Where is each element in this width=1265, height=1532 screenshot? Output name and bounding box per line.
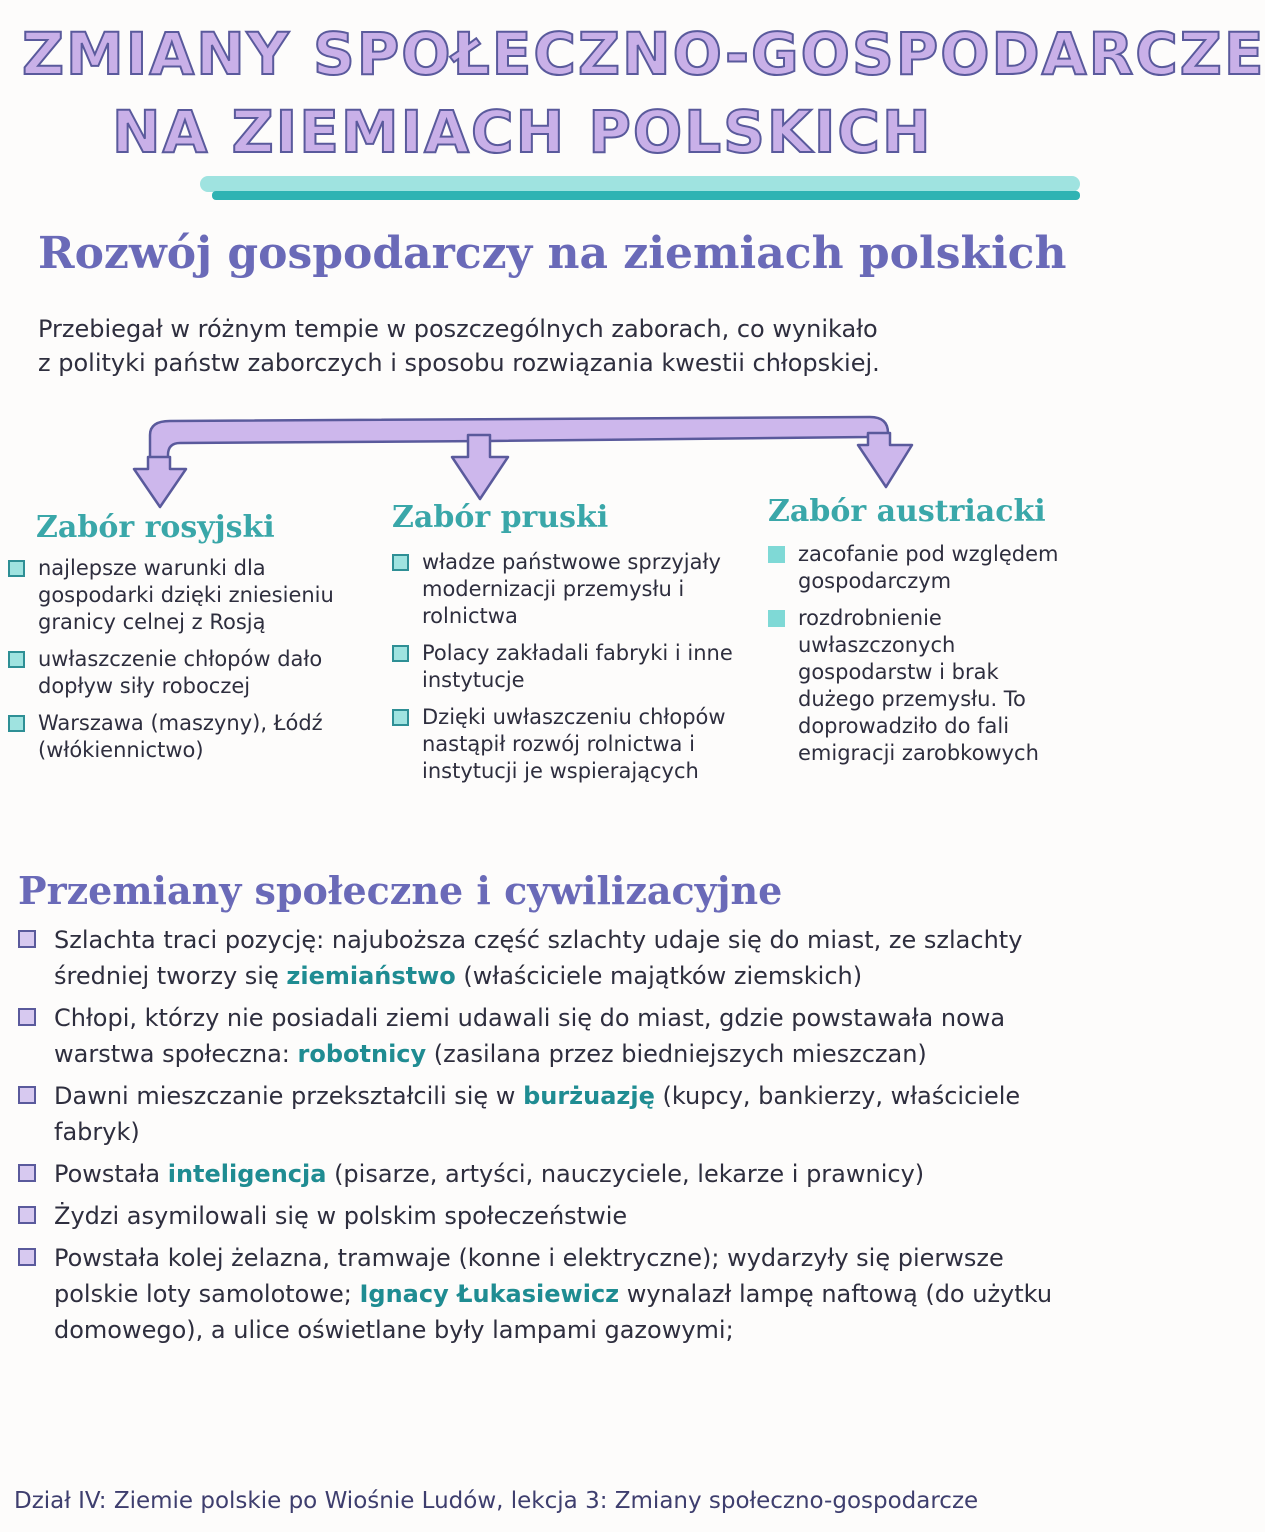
- checkbox-icon: [18, 1164, 36, 1182]
- list-item: rozdrobnienie uwłaszczonych gospodarstw i brak dużego przemysłu. To doprowadziło do fali emigracji zarobkowych: [768, 605, 1074, 767]
- list-item: Żydzi asymilowali się w polskim społeczeństwie: [18, 1198, 1068, 1234]
- checkbox-icon: [768, 546, 785, 563]
- arrow-right-head: [858, 433, 912, 487]
- social-heading: Przemiany społeczne i cywilizacyjne: [18, 868, 783, 913]
- checkbox-icon: [8, 715, 25, 732]
- term-highlight: Ignacy Łukasiewicz: [359, 1280, 620, 1308]
- checkbox-icon: [18, 930, 36, 948]
- page-title-line-2: NA ZIEMIACH POLSKICH: [112, 98, 933, 166]
- term-highlight: burżuazję: [523, 1082, 655, 1110]
- list-item: najlepsze warunki dla gospodarki dzięki zniesieniu granicy celnej z Rosją: [8, 555, 358, 636]
- arrow-left-head: [134, 457, 186, 507]
- list-item: Powstała inteligencja (pisarze, artyści, nauczyciele, lekarze i prawnicy): [18, 1156, 1068, 1192]
- title-underline-light: [200, 176, 1080, 192]
- list-item: zacofanie pod względem gospodarczym: [768, 541, 1074, 595]
- list-item: Dawni mieszczanie przekształcili się w burżuazję (kupcy, bankierzy, właściciele fabryk): [18, 1078, 1068, 1150]
- checkbox-icon: [768, 610, 785, 627]
- arrow-connector: [150, 417, 888, 461]
- social-list: [18, 922, 1068, 1354]
- intro-line-2: z polityki państw zaborczych i sposobu rozwiązania kwestii chłopskiej.: [38, 349, 880, 377]
- checkbox-icon: [18, 1248, 36, 1266]
- term-highlight: ziemiaństwo: [286, 962, 456, 990]
- list-item: uwłaszczenie chłopów dało dopływ siły roboczej: [8, 646, 358, 700]
- term-highlight: inteligencja: [167, 1160, 327, 1188]
- checkbox-icon: [8, 560, 25, 577]
- development-heading: Rozwój gospodarczy na ziemiach polskich: [38, 228, 1067, 279]
- partition-austrian-heading: Zabór austriacki: [768, 494, 1046, 529]
- list-item: Warszawa (maszyny), Łódź (włókiennictwo): [8, 710, 358, 764]
- checkbox-icon: [18, 1086, 36, 1104]
- checkbox-icon: [8, 651, 25, 668]
- term-highlight: robotnicy: [297, 1040, 427, 1068]
- intro-line-1: Przebiegał w różnym tempie w poszczególnych zaborach, co wynikało: [38, 315, 878, 343]
- checkbox-icon: [18, 1206, 36, 1224]
- arrow-middle-head: [452, 435, 508, 499]
- list-item: Dzięki uwłaszczeniu chłopów nastąpił rozwój rolnictwa i instytucji je wspierających: [392, 704, 752, 785]
- footer-caption: Dział IV: Ziemie polskie po Wiośnie Ludów, lekcja 3: Zmiany społeczno-gospodarcze: [14, 1488, 979, 1514]
- checkbox-icon: [392, 709, 409, 726]
- list-item: Szlachta traci pozycję: najuboższa część szlachty udaje się do miast, ze szlachty średniej tworzy się ziemiaństwo (właściciele majątków ziemskich): [18, 922, 1068, 994]
- checkbox-icon: [18, 1008, 36, 1026]
- page-title-line-1: ZMIANY SPOŁECZNO-GOSPODARCZE: [22, 20, 1265, 88]
- list-item: Polacy zakładali fabryki i inne instytucje: [392, 640, 752, 694]
- list-item: Chłopi, którzy nie posiadali ziemi udawali się do miast, gdzie powstawała nowa warstwa społeczna: robotnicy (zasilana przez biedniejszych mieszczan): [18, 1000, 1068, 1072]
- list-item: Powstała kolej żelazna, tramwaje (konne i elektryczne); wydarzyły się pierwsze polskie loty samolotowe; Ignacy Łukasiewicz wynalazł lampę naftową (do użytku domowego), a ulice oświetlane były lampami gazowymi;: [18, 1240, 1068, 1348]
- partition-russian-heading: Zabór rosyjski: [36, 510, 275, 545]
- partition-russian: [8, 510, 358, 774]
- partition-prussian: [392, 500, 752, 795]
- development-intro: [38, 312, 1058, 380]
- partition-prussian-heading: Zabór pruski: [392, 500, 609, 535]
- partition-austrian: [768, 494, 1074, 777]
- title-underline-dark: [212, 191, 1080, 200]
- checkbox-icon: [392, 645, 409, 662]
- list-item: władze państwowe sprzyjały modernizacji przemysłu i rolnictwa: [392, 549, 752, 630]
- checkbox-icon: [392, 554, 409, 571]
